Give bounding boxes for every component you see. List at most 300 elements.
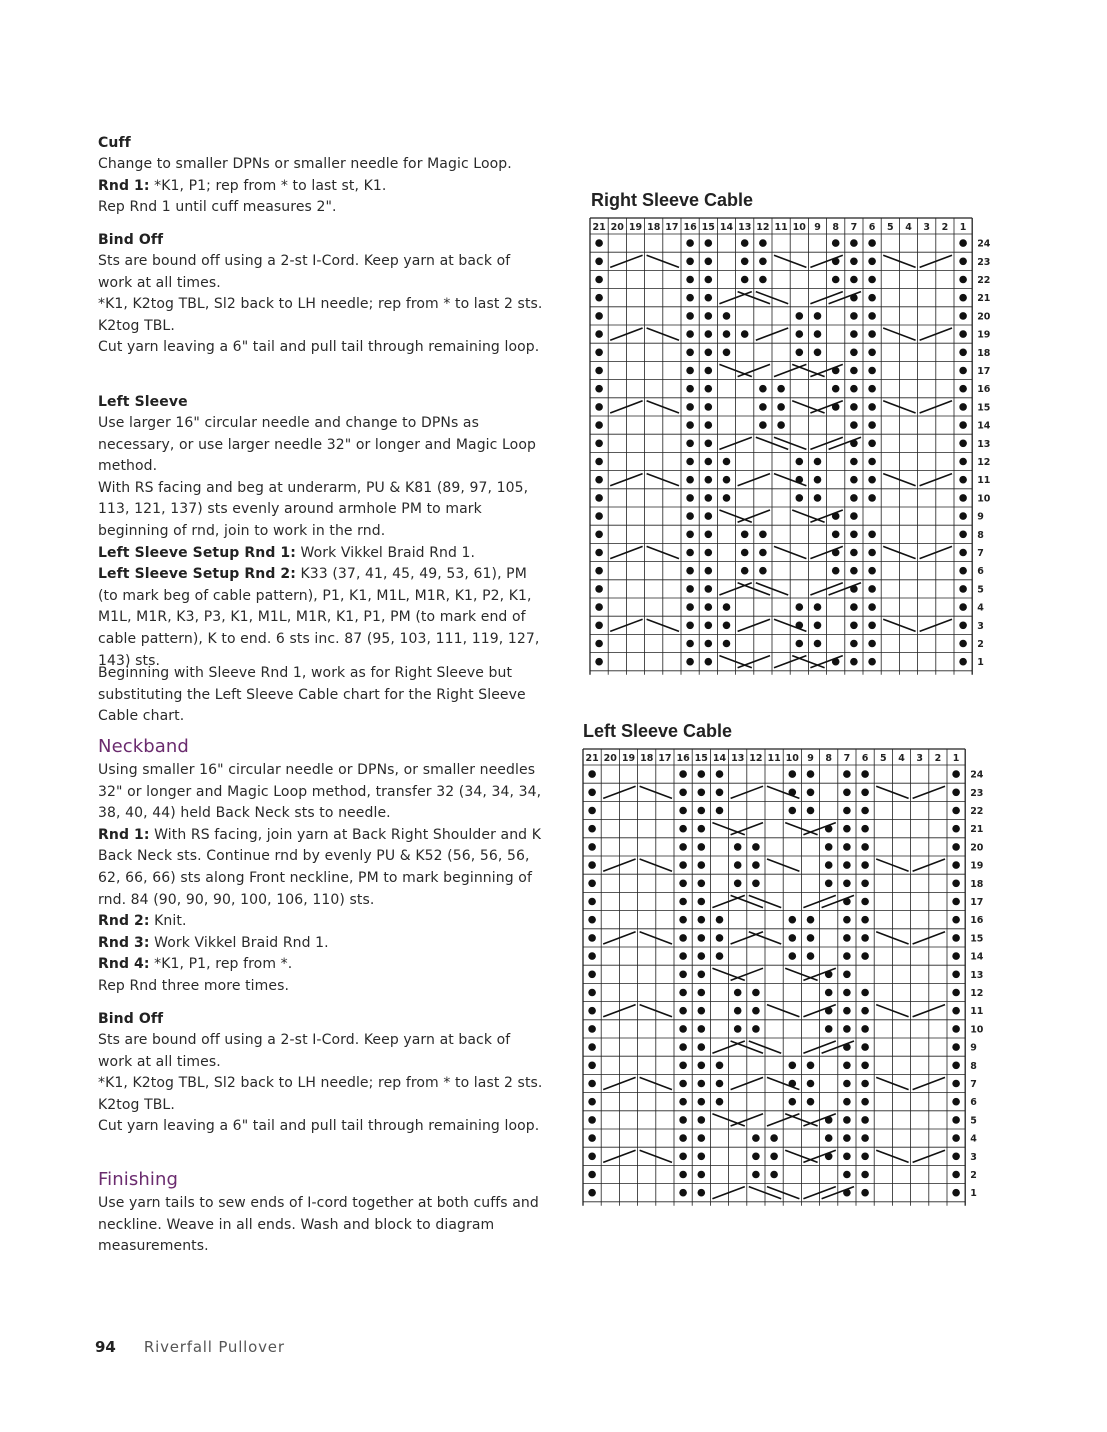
purl-dot xyxy=(868,385,876,393)
purl-dot xyxy=(716,1062,724,1070)
purl-dot xyxy=(825,880,833,888)
purl-dot xyxy=(850,603,858,611)
purl-dot xyxy=(698,825,706,833)
purl-dot xyxy=(716,770,724,778)
purl-dot xyxy=(588,1134,596,1142)
purl-dot xyxy=(796,458,804,466)
column-number: 12 xyxy=(756,222,770,233)
row-number: 6 xyxy=(970,1097,977,1109)
row-number: 24 xyxy=(977,238,991,250)
purl-dot xyxy=(843,952,851,960)
purl-dot xyxy=(723,349,731,357)
purl-dot xyxy=(686,622,694,630)
purl-dot xyxy=(959,258,967,266)
purl-dot xyxy=(952,770,960,778)
column-number: 9 xyxy=(814,222,821,233)
purl-dot xyxy=(807,807,815,815)
purl-dot xyxy=(868,476,876,484)
purl-dot xyxy=(843,1062,851,1070)
purl-dot xyxy=(705,640,713,648)
purl-dot xyxy=(952,1134,960,1142)
column-number: 10 xyxy=(792,222,806,233)
purl-dot xyxy=(861,789,869,797)
column-number: 21 xyxy=(592,222,606,233)
purl-dot xyxy=(850,512,858,520)
purl-dot xyxy=(959,622,967,630)
row-number: 20 xyxy=(977,311,991,323)
column-number: 2 xyxy=(941,222,949,233)
purl-dot xyxy=(959,512,967,520)
purl-dot xyxy=(814,603,822,611)
purl-dot xyxy=(588,1062,596,1070)
purl-dot xyxy=(814,458,822,466)
purl-dot xyxy=(832,276,840,284)
purl-dot xyxy=(959,549,967,557)
purl-dot xyxy=(752,1171,760,1179)
purl-dot xyxy=(850,531,858,539)
column-number: 5 xyxy=(879,753,887,764)
purl-dot xyxy=(952,971,960,979)
purl-dot xyxy=(686,658,694,666)
purl-dot xyxy=(595,658,603,666)
purl-dot xyxy=(959,367,967,375)
purl-dot xyxy=(952,1171,960,1179)
purl-dot xyxy=(705,385,713,393)
purl-dot xyxy=(868,567,876,575)
column-number: 20 xyxy=(610,222,624,233)
purl-dot xyxy=(588,789,596,797)
purl-dot xyxy=(789,807,797,815)
purl-dot xyxy=(952,1062,960,1070)
purl-dot xyxy=(588,861,596,869)
purl-dot xyxy=(686,640,694,648)
row-number: 14 xyxy=(977,420,991,432)
purl-dot xyxy=(741,258,749,266)
row-number: 11 xyxy=(970,1006,984,1018)
purl-dot xyxy=(752,1025,760,1033)
purl-dot xyxy=(959,294,967,302)
purl-dot xyxy=(686,239,694,247)
purl-dot xyxy=(723,640,731,648)
purl-dot xyxy=(698,1062,706,1070)
purl-dot xyxy=(679,1189,687,1197)
purl-dot xyxy=(705,349,713,357)
purl-dot xyxy=(959,239,967,247)
row-number: 6 xyxy=(977,566,984,578)
purl-dot xyxy=(796,349,804,357)
purl-dot xyxy=(952,1007,960,1015)
row-number: 3 xyxy=(970,1151,977,1163)
purl-dot xyxy=(588,1189,596,1197)
column-number: 20 xyxy=(603,753,617,764)
row-number: 18 xyxy=(977,347,991,359)
purl-dot xyxy=(588,971,596,979)
purl-dot xyxy=(679,861,687,869)
purl-dot xyxy=(759,567,767,575)
purl-dot xyxy=(595,421,603,429)
purl-dot xyxy=(595,239,603,247)
purl-dot xyxy=(595,276,603,284)
purl-dot xyxy=(770,1134,778,1142)
purl-dot xyxy=(861,770,869,778)
row-number: 18 xyxy=(970,878,984,890)
row-number: 10 xyxy=(977,493,991,505)
purl-dot xyxy=(686,494,694,502)
section-heading: Bind Off xyxy=(98,1011,164,1027)
purl-dot xyxy=(825,861,833,869)
purl-dot xyxy=(868,294,876,302)
row-number: 19 xyxy=(970,860,984,872)
purl-dot xyxy=(777,385,785,393)
purl-dot xyxy=(741,549,749,557)
purl-dot xyxy=(686,585,694,593)
purl-dot xyxy=(705,330,713,338)
purl-dot xyxy=(861,1098,869,1106)
purl-dot xyxy=(868,312,876,320)
purl-dot xyxy=(716,807,724,815)
purl-dot xyxy=(686,258,694,266)
purl-dot xyxy=(952,898,960,906)
column-number: 8 xyxy=(825,753,833,764)
column-number: 14 xyxy=(712,753,727,764)
purl-dot xyxy=(861,1062,869,1070)
purl-dot xyxy=(850,640,858,648)
purl-dot xyxy=(861,825,869,833)
purl-dot xyxy=(698,1189,706,1197)
purl-dot xyxy=(686,349,694,357)
purl-dot xyxy=(588,1153,596,1161)
purl-dot xyxy=(861,807,869,815)
purl-dot xyxy=(850,549,858,557)
purl-dot xyxy=(825,1025,833,1033)
purl-dot xyxy=(679,1134,687,1142)
column-number: 16 xyxy=(676,753,690,764)
column-number: 19 xyxy=(628,222,643,233)
purl-dot xyxy=(952,952,960,960)
row-number: 12 xyxy=(977,457,991,468)
purl-dot xyxy=(679,1116,687,1124)
purl-dot xyxy=(698,952,706,960)
purl-dot xyxy=(698,898,706,906)
column-number: 11 xyxy=(767,753,781,764)
purl-dot xyxy=(698,1153,706,1161)
purl-dot xyxy=(952,1080,960,1088)
purl-dot xyxy=(759,531,767,539)
purl-dot xyxy=(843,1080,851,1088)
purl-dot xyxy=(843,880,851,888)
column-number: 6 xyxy=(861,753,869,764)
purl-dot xyxy=(861,934,869,942)
row-number: 7 xyxy=(970,1079,977,1090)
paragraph: Sts are bound off using a 2-st I-Cord. Keep yarn at back of work at all times. *K1, K2tog TBL, Sl2 back to LH needle; rep from * to last 2 sts. K2tog TBL. Cut yarn leaving a 6" tail and pull tail through remaining loop. xyxy=(98,1032,543,1135)
purl-dot xyxy=(959,531,967,539)
purl-dot xyxy=(861,916,869,924)
purl-dot xyxy=(843,1025,851,1033)
purl-dot xyxy=(843,825,851,833)
paragraph: Beginning with Sleeve Rnd 1, work as for Right Sleeve but substituting the Left Sleeve Cable chart for the Right Sleeve Cable chart. xyxy=(98,665,526,725)
purl-dot xyxy=(686,476,694,484)
purl-dot xyxy=(698,880,706,888)
purl-dot xyxy=(705,421,713,429)
purl-dot xyxy=(861,898,869,906)
purl-dot xyxy=(705,567,713,575)
column-number: 15 xyxy=(694,753,708,764)
row-number: 23 xyxy=(977,256,991,268)
column-number: 9 xyxy=(807,753,814,764)
column-number: 13 xyxy=(731,753,745,764)
purl-dot xyxy=(588,880,596,888)
purl-dot xyxy=(588,843,596,851)
column-number: 1 xyxy=(952,753,960,764)
purl-dot xyxy=(705,658,713,666)
purl-dot xyxy=(595,330,603,338)
purl-dot xyxy=(959,458,967,466)
purl-dot xyxy=(595,367,603,375)
row-number: 21 xyxy=(970,824,984,836)
purl-dot xyxy=(843,789,851,797)
purl-dot xyxy=(734,1025,742,1033)
purl-dot xyxy=(850,658,858,666)
purl-dot xyxy=(741,276,749,284)
purl-dot xyxy=(705,239,713,247)
purl-dot xyxy=(679,934,687,942)
purl-dot xyxy=(595,622,603,630)
purl-dot xyxy=(952,880,960,888)
purl-dot xyxy=(814,622,822,630)
purl-dot xyxy=(686,458,694,466)
purl-dot xyxy=(716,952,724,960)
row-number: 19 xyxy=(977,329,991,341)
purl-dot xyxy=(843,934,851,942)
purl-dot xyxy=(959,585,967,593)
purl-dot xyxy=(770,1171,778,1179)
purl-dot xyxy=(716,916,724,924)
purl-dot xyxy=(861,1171,869,1179)
purl-dot xyxy=(861,861,869,869)
purl-dot xyxy=(850,367,858,375)
purl-dot xyxy=(789,916,797,924)
purl-dot xyxy=(752,880,760,888)
purl-dot xyxy=(850,385,858,393)
purl-dot xyxy=(959,440,967,448)
purl-dot xyxy=(741,531,749,539)
purl-dot xyxy=(959,312,967,320)
purl-dot xyxy=(861,1189,869,1197)
purl-dot xyxy=(807,952,815,960)
purl-dot xyxy=(850,567,858,575)
purl-dot xyxy=(807,789,815,797)
purl-dot xyxy=(843,1116,851,1124)
purl-dot xyxy=(814,312,822,320)
purl-dot xyxy=(952,825,960,833)
purl-dot xyxy=(868,330,876,338)
purl-dot xyxy=(959,330,967,338)
purl-dot xyxy=(679,1062,687,1070)
purl-dot xyxy=(698,770,706,778)
purl-dot xyxy=(723,476,731,484)
purl-dot xyxy=(843,1007,851,1015)
purl-dot xyxy=(952,1025,960,1033)
purl-dot xyxy=(595,640,603,648)
row-number: 22 xyxy=(977,275,991,286)
purl-dot xyxy=(770,1153,778,1161)
purl-dot xyxy=(686,294,694,302)
purl-dot xyxy=(777,421,785,429)
purl-dot xyxy=(861,1080,869,1088)
purl-dot xyxy=(952,843,960,851)
section-title: Finishing xyxy=(98,1169,178,1190)
purl-dot xyxy=(705,549,713,557)
row-number: 12 xyxy=(970,988,984,999)
section-heading: Left Sleeve xyxy=(98,394,188,410)
purl-dot xyxy=(705,494,713,502)
purl-dot xyxy=(959,603,967,611)
purl-dot xyxy=(959,276,967,284)
row-number: 17 xyxy=(977,366,991,377)
purl-dot xyxy=(734,861,742,869)
purl-dot xyxy=(952,916,960,924)
purl-dot xyxy=(752,1134,760,1142)
column-number: 16 xyxy=(683,222,697,233)
purl-dot xyxy=(959,476,967,484)
purl-dot xyxy=(868,403,876,411)
column-number: 7 xyxy=(850,222,858,233)
purl-dot xyxy=(679,807,687,815)
purl-dot xyxy=(705,585,713,593)
purl-dot xyxy=(698,916,706,924)
purl-dot xyxy=(832,385,840,393)
purl-dot xyxy=(595,403,603,411)
purl-dot xyxy=(705,458,713,466)
purl-dot xyxy=(679,1025,687,1033)
row-number: 14 xyxy=(970,951,984,963)
purl-dot xyxy=(843,843,851,851)
purl-dot xyxy=(686,367,694,375)
column-number: 7 xyxy=(843,753,851,764)
section-title: Neckband xyxy=(98,736,189,757)
purl-dot xyxy=(796,330,804,338)
purl-dot xyxy=(698,1043,706,1051)
purl-dot xyxy=(861,1007,869,1015)
purl-dot xyxy=(843,1171,851,1179)
column-number: 12 xyxy=(749,753,763,764)
purl-dot xyxy=(679,1098,687,1106)
column-number: 11 xyxy=(774,222,788,233)
purl-dot xyxy=(825,989,833,997)
purl-dot xyxy=(698,807,706,815)
purl-dot xyxy=(595,512,603,520)
purl-dot xyxy=(588,770,596,778)
purl-dot xyxy=(741,330,749,338)
purl-dot xyxy=(789,934,797,942)
purl-dot xyxy=(595,385,603,393)
purl-dot xyxy=(723,312,731,320)
purl-dot xyxy=(861,1134,869,1142)
purl-dot xyxy=(723,603,731,611)
purl-dot xyxy=(698,1080,706,1088)
purl-dot xyxy=(588,952,596,960)
purl-dot xyxy=(705,403,713,411)
column-number: 8 xyxy=(832,222,840,233)
row-number: 15 xyxy=(977,402,991,414)
purl-dot xyxy=(679,971,687,979)
purl-dot xyxy=(759,239,767,247)
purl-dot xyxy=(832,567,840,575)
paragraph: Sts are bound off using a 2-st I-Cord. Keep yarn at back of work at all times. *K1, K2tog TBL, Sl2 back to LH needle; rep from * to last 2 sts. K2tog TBL. Cut yarn leaving a 6" tail and pull tail through remaining loop. xyxy=(98,253,543,356)
purl-dot xyxy=(723,622,731,630)
purl-dot xyxy=(588,1025,596,1033)
purl-dot xyxy=(850,312,858,320)
purl-dot xyxy=(686,567,694,575)
row-number: 13 xyxy=(977,438,991,450)
purl-dot xyxy=(723,458,731,466)
row-number: 15 xyxy=(970,933,984,945)
column-number: 19 xyxy=(621,753,636,764)
purl-dot xyxy=(595,585,603,593)
purl-dot xyxy=(861,1025,869,1033)
purl-dot xyxy=(959,385,967,393)
purl-dot xyxy=(734,843,742,851)
purl-dot xyxy=(959,640,967,648)
purl-dot xyxy=(595,549,603,557)
purl-dot xyxy=(595,458,603,466)
purl-dot xyxy=(723,494,731,502)
purl-dot xyxy=(868,603,876,611)
purl-dot xyxy=(698,1007,706,1015)
purl-dot xyxy=(843,971,851,979)
row-number: 22 xyxy=(970,806,984,817)
column-number: 1 xyxy=(959,222,967,233)
purl-dot xyxy=(679,825,687,833)
purl-dot xyxy=(850,476,858,484)
purl-dot xyxy=(759,258,767,266)
purl-dot xyxy=(959,403,967,411)
purl-dot xyxy=(679,1080,687,1088)
purl-dot xyxy=(868,585,876,593)
purl-dot xyxy=(679,843,687,851)
purl-dot xyxy=(868,258,876,266)
purl-dot xyxy=(843,1098,851,1106)
purl-dot xyxy=(850,622,858,630)
purl-dot xyxy=(952,861,960,869)
purl-dot xyxy=(832,531,840,539)
purl-dot xyxy=(705,622,713,630)
purl-dot xyxy=(959,421,967,429)
row-number: 11 xyxy=(977,475,991,487)
purl-dot xyxy=(796,494,804,502)
row-number: 17 xyxy=(970,897,984,908)
purl-dot xyxy=(952,934,960,942)
column-number: 6 xyxy=(868,222,876,233)
column-number: 2 xyxy=(934,753,942,764)
purl-dot xyxy=(959,494,967,502)
purl-dot xyxy=(843,1153,851,1161)
purl-dot xyxy=(952,1098,960,1106)
purl-dot xyxy=(759,421,767,429)
purl-dot xyxy=(850,458,858,466)
purl-dot xyxy=(850,421,858,429)
purl-dot xyxy=(952,1043,960,1051)
purl-dot xyxy=(686,330,694,338)
purl-dot xyxy=(588,934,596,942)
purl-dot xyxy=(868,349,876,357)
purl-dot xyxy=(861,952,869,960)
purl-dot xyxy=(868,658,876,666)
purl-dot xyxy=(850,330,858,338)
purl-dot xyxy=(814,640,822,648)
purl-dot xyxy=(679,789,687,797)
purl-dot xyxy=(796,640,804,648)
